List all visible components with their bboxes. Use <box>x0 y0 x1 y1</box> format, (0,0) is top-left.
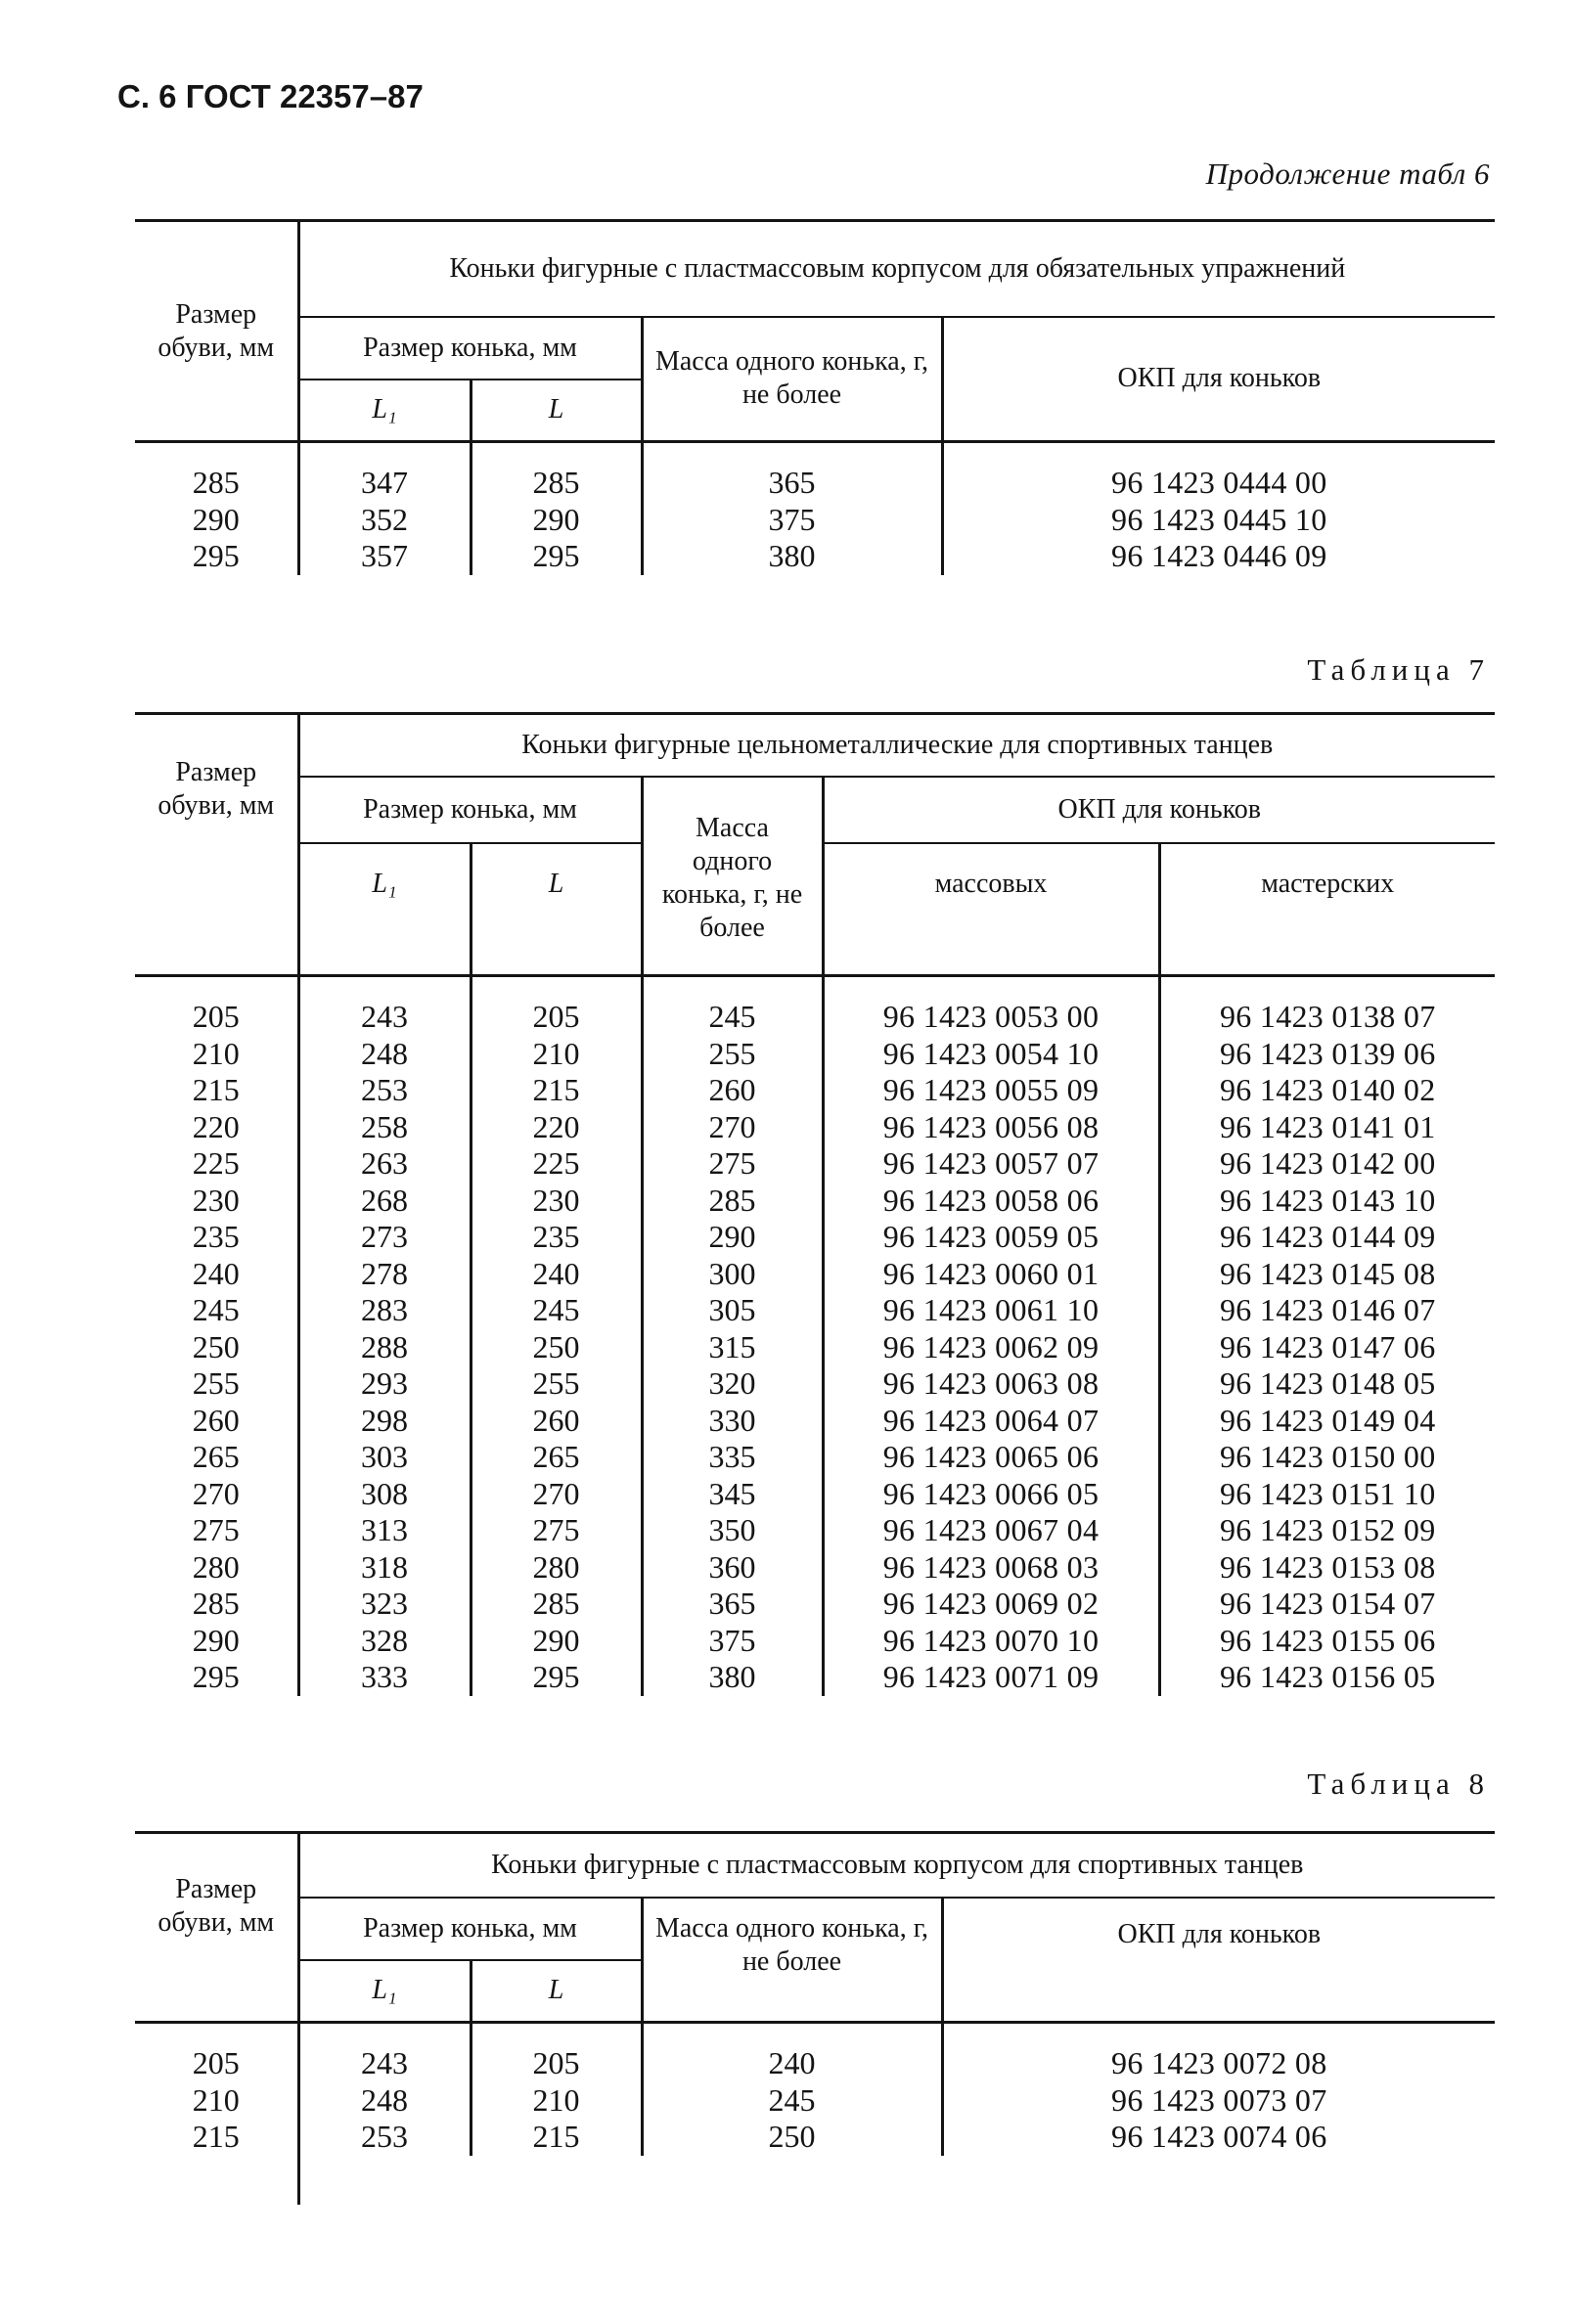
cell-okp-mass: 96 1423 0063 08 <box>823 1365 1159 1403</box>
table-row <box>135 2045 1495 2082</box>
cell-size: 245 <box>192 1292 240 1327</box>
table8-caption: Таблица 8 <box>1307 1766 1490 1801</box>
table7 <box>135 712 1495 1696</box>
col-l1: L₁ <box>298 843 471 976</box>
table-row <box>135 1549 1495 1587</box>
cell-okp-mass: 96 1423 0071 09 <box>823 1659 1159 1696</box>
cell-mass: 315 <box>642 1329 823 1366</box>
cell-okp-master: 96 1423 0153 08 <box>1159 1549 1495 1587</box>
cell-mass: 255 <box>642 1036 823 1073</box>
table-row <box>135 1292 1495 1329</box>
cell-size: 295 <box>192 538 240 573</box>
cell-l: 215 <box>471 2119 642 2156</box>
cell-l1: 328 <box>298 1623 471 1660</box>
cell-l1: 323 <box>298 1586 471 1623</box>
table-row <box>135 1256 1495 1293</box>
cell-okp-mass: 96 1423 0069 02 <box>823 1586 1159 1623</box>
cell-l: 210 <box>471 2082 642 2120</box>
table-row <box>135 999 1495 1036</box>
cell-mass: 365 <box>642 465 942 502</box>
cell-okp: 96 1423 0072 08 <box>942 2045 1495 2082</box>
cell-okp-master: 96 1423 0152 09 <box>1159 1512 1495 1549</box>
cell-l: 280 <box>471 1549 642 1587</box>
cell-mass: 275 <box>642 1145 823 1183</box>
cell-l: 290 <box>471 502 642 539</box>
page-header: С. 6 ГОСТ 22357–87 <box>117 78 424 114</box>
table-row <box>135 1439 1495 1476</box>
cell-size: 230 <box>192 1182 240 1218</box>
cell-mass: 375 <box>642 502 942 539</box>
table-row <box>135 2082 1495 2120</box>
cell-okp-mass: 96 1423 0053 00 <box>823 999 1159 1036</box>
cell-l: 215 <box>471 1072 642 1109</box>
col-l1: L₁ <box>298 380 471 442</box>
table-row <box>135 1329 1495 1366</box>
cell-mass: 290 <box>642 1219 823 1256</box>
cell-okp-master: 96 1423 0147 06 <box>1159 1329 1495 1366</box>
cell-okp-master: 96 1423 0145 08 <box>1159 1256 1495 1293</box>
cell-mass: 350 <box>642 1512 823 1549</box>
cell-l1: 268 <box>298 1183 471 1220</box>
table-row <box>135 1072 1495 1109</box>
cell-l: 290 <box>471 1623 642 1660</box>
cell-okp: 96 1423 0446 09 <box>942 538 1495 575</box>
cell-mass: 380 <box>642 538 942 575</box>
table-row <box>135 1109 1495 1146</box>
cell-l1: 253 <box>298 2119 471 2156</box>
cell-l: 270 <box>471 1476 642 1513</box>
cell-l1: 313 <box>298 1512 471 1549</box>
cell-okp-mass: 96 1423 0061 10 <box>823 1292 1159 1329</box>
table6 <box>135 219 1495 575</box>
cell-okp-master: 96 1423 0141 01 <box>1159 1109 1495 1146</box>
cell-okp-mass: 96 1423 0067 04 <box>823 1512 1159 1549</box>
cell-mass: 245 <box>642 999 823 1036</box>
cell-size: 295 <box>192 1659 240 1694</box>
cell-size: 210 <box>192 1035 240 1071</box>
cell-l: 205 <box>471 999 642 1036</box>
table-row <box>135 1623 1495 1660</box>
cell-l1: 243 <box>298 999 471 1036</box>
cell-okp-master: 96 1423 0155 06 <box>1159 1623 1495 1660</box>
cell-l1: 288 <box>298 1329 471 1366</box>
col-l1: L₁ <box>298 1960 471 2023</box>
table-row <box>135 1145 1495 1183</box>
cell-l: 275 <box>471 1512 642 1549</box>
cell-okp-master: 96 1423 0138 07 <box>1159 999 1495 1036</box>
cell-size: 280 <box>192 1548 240 1585</box>
cell-size: 205 <box>192 999 240 1034</box>
table-row <box>135 1512 1495 1549</box>
col-l: L <box>471 1960 642 2023</box>
col-skate-size: Размер конька, мм <box>298 777 642 843</box>
cell-mass: 320 <box>642 1365 823 1403</box>
cell-okp-master: 96 1423 0154 07 <box>1159 1586 1495 1623</box>
cell-l1: 248 <box>298 2082 471 2120</box>
table7-section <box>135 712 1495 1696</box>
table8-section <box>135 1831 1495 2205</box>
cell-okp-master: 96 1423 0150 00 <box>1159 1439 1495 1476</box>
cell-l1: 352 <box>298 502 471 539</box>
cell-okp-mass: 96 1423 0060 01 <box>823 1256 1159 1293</box>
cell-size: 290 <box>192 501 240 537</box>
cell-okp-mass: 96 1423 0070 10 <box>823 1623 1159 1660</box>
cell-l: 260 <box>471 1403 642 1440</box>
cell-mass: 380 <box>642 1659 823 1696</box>
cell-size: 235 <box>192 1219 240 1254</box>
cell-mass: 375 <box>642 1623 823 1660</box>
table-row <box>135 2119 1495 2156</box>
cell-l: 205 <box>471 2045 642 2082</box>
cell-mass: 240 <box>642 2045 942 2082</box>
cell-l: 265 <box>471 1439 642 1476</box>
cell-l1: 283 <box>298 1292 471 1329</box>
cell-size: 285 <box>192 1586 240 1621</box>
cell-l: 255 <box>471 1365 642 1403</box>
table-row <box>135 1586 1495 1623</box>
cell-l1: 248 <box>298 1036 471 1073</box>
cell-size: 240 <box>192 1255 240 1291</box>
col-skate-size: Размер конька, мм <box>298 1898 642 1960</box>
cell-l: 220 <box>471 1109 642 1146</box>
cell-l1: 357 <box>298 538 471 575</box>
table-row <box>135 1659 1495 1696</box>
cell-okp: 96 1423 0445 10 <box>942 502 1495 539</box>
cell-okp: 96 1423 0074 06 <box>942 2119 1495 2156</box>
table-row <box>135 538 1495 575</box>
cell-mass: 270 <box>642 1109 823 1146</box>
cell-l1: 298 <box>298 1403 471 1440</box>
cell-okp-mass: 96 1423 0055 09 <box>823 1072 1159 1109</box>
group-title: Коньки фигурные цельнометаллические для спортивных танцев <box>298 714 1495 777</box>
cell-okp-mass: 96 1423 0062 09 <box>823 1329 1159 1366</box>
cell-mass: 335 <box>642 1439 823 1476</box>
cell-okp-mass: 96 1423 0056 08 <box>823 1109 1159 1146</box>
cell-size: 215 <box>192 2119 240 2154</box>
cell-l1: 333 <box>298 1659 471 1696</box>
cell-mass: 300 <box>642 1256 823 1293</box>
table6-section <box>135 219 1495 575</box>
cell-size: 250 <box>192 1328 240 1364</box>
table6-caption: Продолжение табл 6 <box>1205 156 1490 191</box>
cell-mass: 365 <box>642 1586 823 1623</box>
col-mass: Масса одного конька, г, не более <box>642 317 942 442</box>
table-row <box>135 465 1495 502</box>
col-mass: Масса одного конька, г, не более <box>642 1898 942 2023</box>
cell-okp-mass: 96 1423 0066 05 <box>823 1476 1159 1513</box>
cell-size: 270 <box>192 1475 240 1511</box>
cell-mass: 260 <box>642 1072 823 1109</box>
cell-l1: 253 <box>298 1072 471 1109</box>
cell-okp-mass: 96 1423 0058 06 <box>823 1183 1159 1220</box>
col-l: L <box>471 843 642 976</box>
col-okp: ОКП для коньков <box>942 1898 1495 2023</box>
cell-mass: 245 <box>642 2082 942 2120</box>
cell-size: 260 <box>192 1402 240 1438</box>
group-title: Коньки фигурные с пластмассовым корпусом для обязательных упражнений <box>298 221 1495 317</box>
group-title: Коньки фигурные с пластмассовым корпусом для спортивных танцев <box>298 1833 1495 1898</box>
cell-size: 275 <box>192 1512 240 1547</box>
table-row <box>135 1183 1495 1220</box>
cell-okp-mass: 96 1423 0054 10 <box>823 1036 1159 1073</box>
cell-l1: 278 <box>298 1256 471 1293</box>
cell-l1: 308 <box>298 1476 471 1513</box>
cell-okp-master: 96 1423 0139 06 <box>1159 1036 1495 1073</box>
cell-okp-mass: 96 1423 0059 05 <box>823 1219 1159 1256</box>
cell-size: 215 <box>192 1072 240 1107</box>
cell-l1: 318 <box>298 1549 471 1587</box>
col-shoe-size: Размер обуви, мм <box>135 1833 298 2023</box>
cell-l: 225 <box>471 1145 642 1183</box>
cell-okp-master: 96 1423 0140 02 <box>1159 1072 1495 1109</box>
cell-l1: 347 <box>298 465 471 502</box>
table7-caption: Таблица 7 <box>1307 652 1490 687</box>
col-okp: ОКП для коньков <box>942 317 1495 442</box>
cell-size: 205 <box>192 2045 240 2080</box>
cell-okp-mass: 96 1423 0064 07 <box>823 1403 1159 1440</box>
cell-okp-master: 96 1423 0156 05 <box>1159 1659 1495 1696</box>
cell-l1: 273 <box>298 1219 471 1256</box>
cell-okp: 96 1423 0444 00 <box>942 465 1495 502</box>
table-row <box>135 1365 1495 1403</box>
table-row <box>135 1036 1495 1073</box>
table-row <box>135 1219 1495 1256</box>
cell-l1: 258 <box>298 1109 471 1146</box>
cell-okp-master: 96 1423 0146 07 <box>1159 1292 1495 1329</box>
cell-l: 235 <box>471 1219 642 1256</box>
table8 <box>135 1831 1495 2205</box>
col-okp: ОКП для коньков <box>823 777 1495 843</box>
cell-okp-master: 96 1423 0143 10 <box>1159 1183 1495 1220</box>
cell-size: 210 <box>192 2081 240 2118</box>
col-l: L <box>471 380 642 442</box>
cell-okp-mass: 96 1423 0068 03 <box>823 1549 1159 1587</box>
cell-mass: 345 <box>642 1476 823 1513</box>
cell-l1: 293 <box>298 1365 471 1403</box>
cell-mass: 305 <box>642 1292 823 1329</box>
cell-okp-master: 96 1423 0148 05 <box>1159 1365 1495 1403</box>
cell-mass: 360 <box>642 1549 823 1587</box>
cell-l: 295 <box>471 538 642 575</box>
col-shoe-size: Размер обуви, мм <box>135 714 298 976</box>
cell-mass: 250 <box>642 2119 942 2156</box>
cell-okp-master: 96 1423 0149 04 <box>1159 1403 1495 1440</box>
cell-size: 285 <box>192 465 240 500</box>
table-row <box>135 1403 1495 1440</box>
cell-size: 220 <box>192 1108 240 1144</box>
cell-l: 295 <box>471 1659 642 1696</box>
cell-l1: 243 <box>298 2045 471 2082</box>
cell-size: 225 <box>192 1145 240 1181</box>
cell-okp: 96 1423 0073 07 <box>942 2082 1495 2120</box>
col-mass: Масса одного конька, г, не более <box>642 777 823 976</box>
cell-l1: 263 <box>298 1145 471 1183</box>
cell-l: 250 <box>471 1329 642 1366</box>
cell-l: 230 <box>471 1183 642 1220</box>
cell-okp-master: 96 1423 0142 00 <box>1159 1145 1495 1183</box>
cell-okp-mass: 96 1423 0057 07 <box>823 1145 1159 1183</box>
cell-l: 240 <box>471 1256 642 1293</box>
cell-size: 265 <box>192 1439 240 1474</box>
cell-l: 285 <box>471 1586 642 1623</box>
col-okp-mass: массовых <box>823 843 1159 976</box>
table-row <box>135 1476 1495 1513</box>
table-row <box>135 502 1495 539</box>
cell-okp-master: 96 1423 0151 10 <box>1159 1476 1495 1513</box>
cell-mass: 285 <box>642 1183 823 1220</box>
col-skate-size: Размер конька, мм <box>298 317 642 380</box>
cell-l1: 303 <box>298 1439 471 1476</box>
cell-size: 290 <box>192 1622 240 1658</box>
cell-l: 245 <box>471 1292 642 1329</box>
col-shoe-size: Размер обуви, мм <box>135 221 298 442</box>
cell-l: 210 <box>471 1036 642 1073</box>
cell-okp-master: 96 1423 0144 09 <box>1159 1219 1495 1256</box>
cell-l: 285 <box>471 465 642 502</box>
cell-okp-mass: 96 1423 0065 06 <box>823 1439 1159 1476</box>
cell-size: 255 <box>192 1365 240 1401</box>
col-okp-master: мастерских <box>1159 843 1495 976</box>
cell-mass: 330 <box>642 1403 823 1440</box>
